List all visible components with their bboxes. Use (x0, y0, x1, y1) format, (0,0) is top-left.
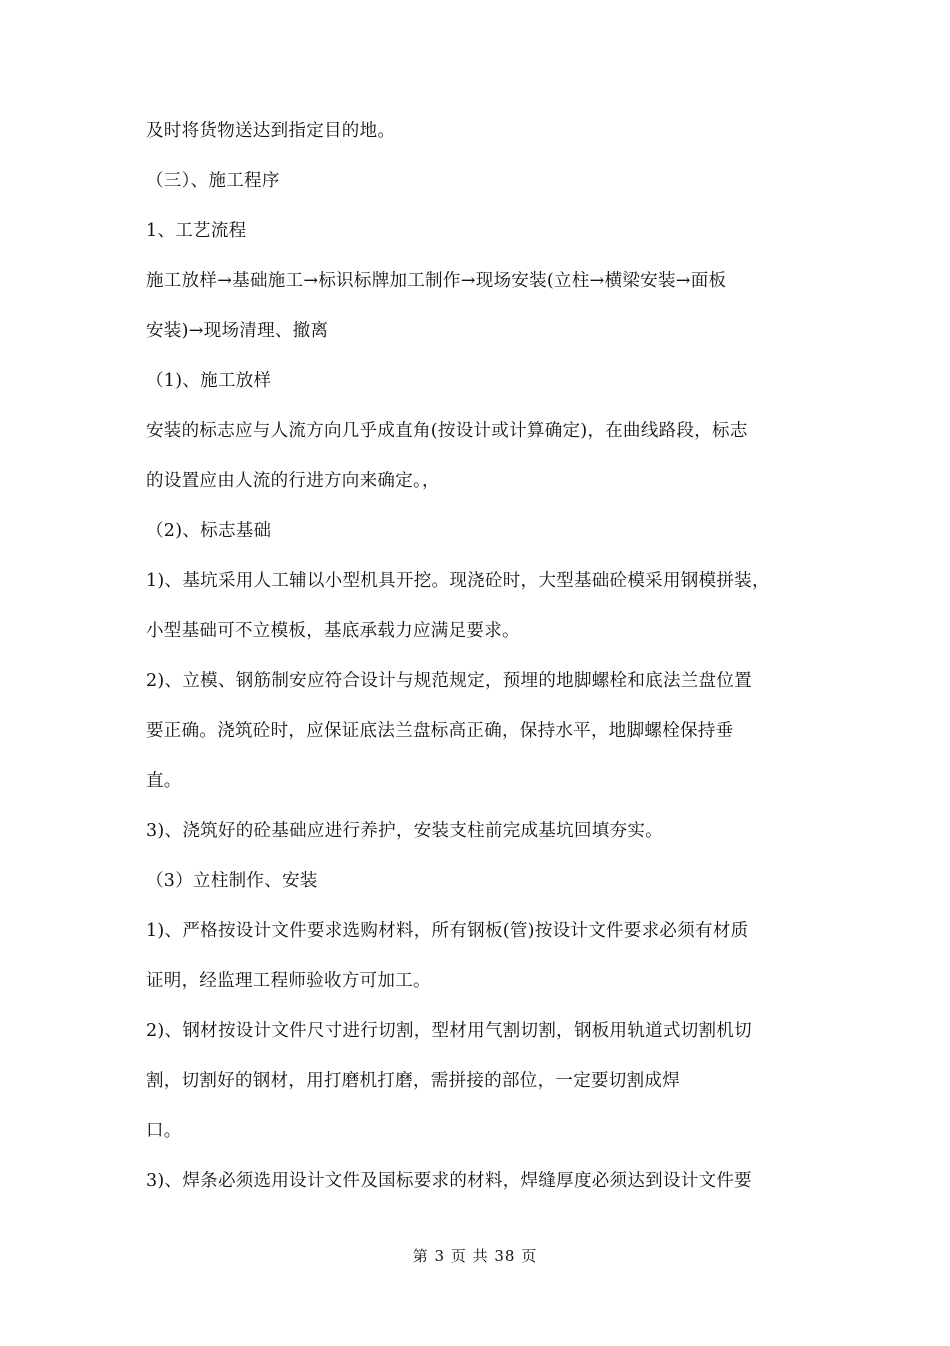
body-text-line: 1)、严格按设计文件要求选购材料，所有钢板(管)按设计文件要求必须有材质 (146, 921, 749, 941)
body-text-line: 安装)→现场清理、撤离 (146, 321, 329, 341)
body-text-line: 安装的标志应与人流方向几乎成直角(按设计或计算确定)，在曲线路段，标志 (146, 421, 748, 441)
body-text-line: 口。 (146, 1121, 182, 1141)
body-text-line: 割，切割好的钢材，用打磨机打磨，需拼接的部位，一定要切割成焊 (146, 1071, 680, 1091)
subsection-heading: （3）立柱制作、安装 (146, 871, 318, 891)
subsection-heading: （2)、标志基础 (146, 521, 272, 541)
body-text-line: 1)、基坑采用人工辅以小型机具开挖。现浇砼时，大型基础砼模采用钢模拼装， (146, 571, 770, 591)
document-body (146, 106, 816, 1206)
subsection-heading: （1)、施工放样 (146, 371, 272, 391)
body-text-line: 2)、立模、钢筋制安应符合设计与规范规定，预埋的地脚螺栓和底法兰盘位置 (146, 671, 752, 691)
page-number-footer: 第 3 页 共 38 页 (412, 1247, 538, 1265)
body-text-line: 及时将货物送达到指定目的地。 (146, 121, 396, 141)
subsection-heading: 1、工艺流程 (146, 221, 247, 241)
section-heading: （三）、施工程序 (146, 171, 280, 191)
body-text-line: 施工放样→基础施工→标识标牌加工制作→现场安装(立柱→横梁安装→面板 (146, 271, 727, 291)
body-text-line: 的设置应由人流的行进方向来确定。， (146, 471, 440, 491)
body-text-line: 3)、浇筑好的砼基础应进行养护，安装支柱前完成基坑回填夯实。 (146, 821, 663, 841)
body-text-line: 3)、焊条必须选用设计文件及国标要求的材料，焊缝厚度必须达到设计文件要 (146, 1171, 752, 1191)
body-text-line: 2)、钢材按设计文件尺寸进行切割，型材用气割切割，钢板用轨道式切割机切 (146, 1021, 752, 1041)
body-text-line: 小型基础可不立模板，基底承载力应满足要求。 (146, 621, 520, 641)
body-text-line: 证明，经监理工程师验收方可加工。 (146, 971, 431, 991)
body-text-line: 要正确。浇筑砼时，应保证底法兰盘标高正确，保持水平，地脚螺栓保持垂 (146, 721, 734, 741)
body-text-line: 直。 (146, 771, 182, 791)
